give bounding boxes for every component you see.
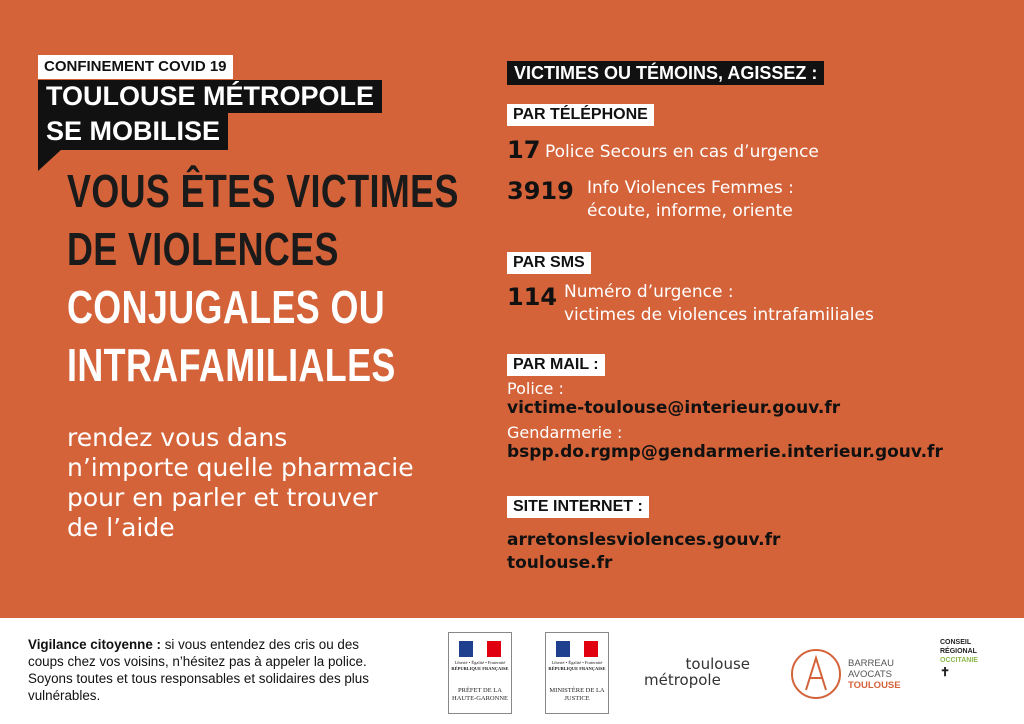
victims-header: VICTIMES OU TÉMOINS, AGISSEZ : <box>507 61 824 85</box>
french-flag-icon <box>556 641 598 657</box>
phone-number-17: 17 <box>507 136 541 164</box>
phone-17-desc: Police Secours en cas d’urgence <box>545 142 819 162</box>
justice-logo <box>545 632 609 714</box>
gendarmerie-email-link[interactable]: bspp.do.rgmp@gendarmerie.interieur.gouv.fr <box>507 442 943 462</box>
barreau-line: TOULOUSE <box>848 680 901 691</box>
barreau-line: AVOCATS <box>848 669 892 680</box>
barreau-logo <box>790 646 910 702</box>
barreau-circle-icon <box>790 648 842 700</box>
vigilance-body: si vous entendez des cris ou des coups chez vos voisins, n’hésitez pas à appeler la police. Soyons toutes et tous responsables et solidaires des plus vulnérables. <box>28 637 369 703</box>
french-flag-icon <box>459 641 501 657</box>
occitanie-cross-icon: ✝ <box>940 665 951 679</box>
metropole-tag-line2: SE MOBILISE <box>38 113 228 150</box>
website-link-gouv[interactable]: arretonslesviolences.gouv.fr <box>507 530 781 550</box>
region-line: OCCITANIE <box>940 657 978 664</box>
pharmacy-line: rendez vous dans <box>67 423 288 452</box>
pharmacy-line: pour en parler et trouver <box>67 483 378 512</box>
confinement-tag: CONFINEMENT COVID 19 <box>38 55 233 79</box>
sms-desc-1: Numéro d’urgence : <box>564 282 734 302</box>
region-line: CONSEIL <box>940 639 972 646</box>
phone-number-3919: 3919 <box>507 177 574 205</box>
police-label: Police : <box>507 379 564 398</box>
police-email-link[interactable]: victime-toulouse@interieur.gouv.fr <box>507 398 841 418</box>
logo-rf: RÉPUBLIQUE FRANÇAISE <box>548 666 606 671</box>
pharmacy-line: de l’aide <box>67 513 175 542</box>
vigilance-text <box>28 636 388 704</box>
toulouse-metropole-logo <box>644 656 754 688</box>
website-link-toulouse[interactable]: toulouse.fr <box>507 553 613 573</box>
sms-label: PAR SMS <box>507 252 591 274</box>
pharmacy-line: n’importe quelle pharmacie <box>67 453 414 482</box>
headline-line-3: CONJUGALES OU <box>67 281 386 333</box>
phone-3919-desc-1: Info Violences Femmes : <box>587 178 794 198</box>
sms-number-114: 114 <box>507 283 558 311</box>
barreau-line: BARREAU <box>848 658 894 669</box>
prefet-logo <box>448 632 512 714</box>
logo-rf: RÉPUBLIQUE FRANÇAISE <box>451 666 509 671</box>
mail-label: PAR MAIL : <box>507 354 605 376</box>
region-line: RÉGIONAL <box>940 648 977 655</box>
sms-desc-2: victimes de violences intrafamiliales <box>564 305 874 325</box>
gendarmerie-label: Gendarmerie : <box>507 423 623 442</box>
metro-line1: toulouse <box>685 655 750 673</box>
logo-motto: Liberté • Égalité • Fraternité <box>551 660 603 665</box>
speech-bubble-tail <box>38 149 62 171</box>
vigilance-title: Vigilance citoyenne : <box>28 637 161 652</box>
phone-label: PAR TÉLÉPHONE <box>507 104 654 126</box>
justice-name: MINISTÈRE DE LA JUSTICE <box>549 687 605 702</box>
headline-line-2: DE VIOLENCES <box>67 223 339 275</box>
headline-line-1: VOUS ÊTES VICTIMES <box>67 165 459 217</box>
headline-line-4: INTRAFAMILIALES <box>67 339 396 391</box>
region-logo <box>940 638 1010 679</box>
metropole-tag-line1: TOULOUSE MÉTROPOLE <box>38 80 382 113</box>
pharmacy-message <box>67 423 487 543</box>
prefet-name: PRÉFET DE LA HAUTE-GARONNE <box>452 687 508 702</box>
web-label: SITE INTERNET : <box>507 496 649 518</box>
phone-3919-desc-2: écoute, informe, oriente <box>587 201 793 221</box>
metro-line2: métropole <box>644 671 721 689</box>
logo-motto: Liberté • Égalité • Fraternité <box>454 660 506 665</box>
